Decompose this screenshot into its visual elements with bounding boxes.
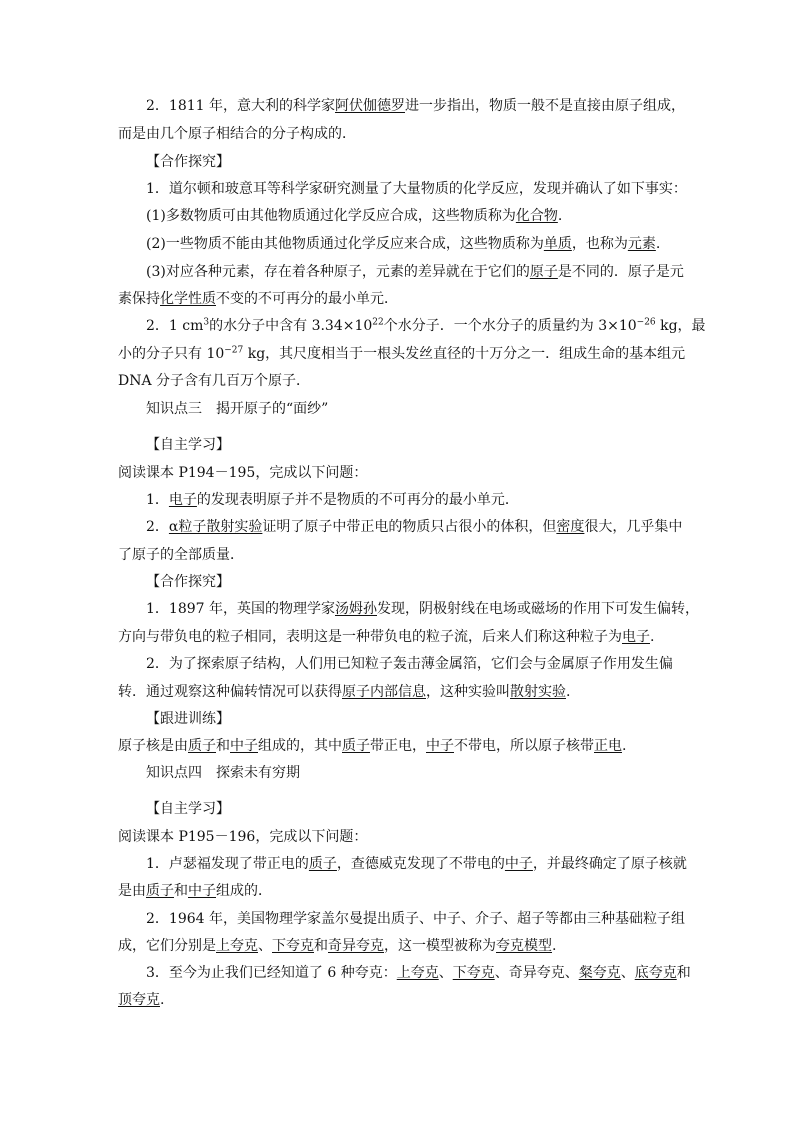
- paragraph-line: [118, 882, 678, 900]
- answer-underlined: 化合物: [515, 208, 558, 224]
- text: 和: [676, 965, 691, 981]
- text: 和: [314, 938, 328, 954]
- superscript: −27: [224, 345, 244, 356]
- text: ，这一模型被称为: [384, 938, 496, 954]
- paragraph-line: [146, 317, 706, 335]
- text: (3)对应各种元素，存在着各种原子，元素的差异就在于它们的: [146, 264, 530, 280]
- paragraph-line: [146, 600, 706, 618]
- text: 的发现表明原子并不是物质的不可再分的最小单元．: [196, 492, 519, 508]
- text: 1．: [146, 492, 169, 508]
- paragraph-line: [146, 207, 706, 225]
- text: 2．1811 年，意大利的科学家: [146, 98, 335, 114]
- answer-underlined: 质子: [146, 883, 174, 899]
- paragraph-line: 阅读课本 P194－195，完成以下问题：: [118, 465, 368, 481]
- paragraph-line: DNA 分子含有几百万个原子．: [118, 373, 311, 389]
- text: 个水分子．一个水分子的质量约为 3×10: [383, 318, 637, 334]
- text: 小的分子只有 10: [118, 346, 225, 362]
- text: ，查德威克发现了不带电的: [336, 856, 505, 872]
- paragraph-line: [118, 345, 686, 363]
- section-header: 【自主学习】: [146, 801, 230, 817]
- answer-underlined: 密度: [556, 519, 585, 535]
- paragraph-line: [118, 991, 678, 1009]
- text: 进一步指出，物质一般不是直接由原子组成，: [405, 98, 685, 114]
- answer-underlined: 夸克模型: [496, 938, 552, 954]
- text: 证明了原子中带正电的物质只占很小的体积，但: [262, 519, 557, 535]
- text: 、: [620, 965, 635, 981]
- text: 2．: [146, 519, 169, 535]
- section-title: 知识点四 探索未有穷期: [146, 765, 300, 781]
- text: 是不同的．原子是元: [557, 264, 684, 280]
- answer-underlined: 上夸克: [396, 965, 439, 981]
- section-header: 【合作探究】: [146, 154, 230, 170]
- text: 成，它们分别是: [118, 938, 216, 954]
- answer-underlined: 中子: [188, 883, 216, 899]
- paragraph-line: [118, 737, 678, 755]
- text: 不变的不可再分的最小单元．: [216, 291, 398, 307]
- answer-underlined: 中子: [426, 738, 454, 754]
- answer-underlined: 汤姆孙: [335, 601, 377, 617]
- text: 很大，几乎集中: [584, 519, 683, 535]
- paragraph-line: [146, 263, 706, 281]
- text: .: [160, 992, 165, 1008]
- paragraph-line: [146, 964, 706, 982]
- answer-underlined: 顶夸克: [118, 992, 160, 1008]
- paragraph-line: [118, 290, 678, 308]
- answer-underlined: 中子: [230, 738, 258, 754]
- text: 、: [438, 965, 453, 981]
- text: ，也称为: [571, 236, 628, 252]
- text: 转．通过观察这种偏转情况可以获得: [118, 684, 342, 700]
- superscript: 3: [203, 317, 210, 328]
- answer-underlined: 阿伏伽德罗: [335, 98, 405, 114]
- answer-underlined: 质子: [308, 856, 337, 872]
- paragraph-line: [118, 628, 678, 646]
- text: 原子核是由: [118, 738, 188, 754]
- text: kg，其尺度相当于一根头发丝直径的十万分之一．组成生命的基本组元: [243, 346, 686, 362]
- text: 是由: [118, 883, 146, 899]
- text: .: [557, 208, 563, 224]
- section-header: 【合作探究】: [146, 574, 230, 590]
- text: (1)多数物质可由其他物质通过化学反应合成，这些物质称为: [146, 208, 516, 224]
- text: .: [655, 236, 661, 252]
- answer-underlined: 粲夸克: [578, 965, 621, 981]
- text: 组成的，其中: [258, 738, 342, 754]
- answer-underlined: 电子: [168, 492, 197, 508]
- paragraph-line: [118, 937, 678, 955]
- answer-underlined: 质子: [188, 738, 216, 754]
- paragraph-line: [146, 235, 706, 253]
- answer-underlined: 正电: [594, 738, 622, 754]
- paragraph-line: [146, 491, 706, 509]
- text: (2)一些物质不能由其他物质通过化学反应来合成，这些物质称为: [146, 236, 544, 252]
- text: 和: [174, 883, 188, 899]
- paragraph-line: [118, 683, 678, 701]
- text: 不带电，所以原子核带: [454, 738, 594, 754]
- paragraph-line: [146, 97, 706, 115]
- text: 2．1 cm: [146, 318, 204, 334]
- answer-underlined: 下夸克: [272, 938, 314, 954]
- answer-underlined: 单质: [543, 236, 572, 252]
- answer-underlined: 奇异夸克: [328, 938, 384, 954]
- answer-underlined: 底夸克: [634, 965, 677, 981]
- paragraph-line: 2．1964 年，美国物理学家盖尔曼提出质子、中子、介子、超子等都由三种基础粒子组: [146, 911, 685, 927]
- paragraph-line: 阅读课本 P195－196，完成以下问题：: [118, 829, 368, 845]
- paragraph-line: [146, 518, 706, 536]
- answer-underlined: 中子: [504, 856, 533, 872]
- text: 1．卢瑟福发现了带正电的: [146, 856, 309, 872]
- text: ，并最终确定了原子核就: [532, 856, 687, 872]
- answer-underlined: 电子: [622, 629, 650, 645]
- text: 1．1897 年，英国的物理学家: [146, 601, 335, 617]
- paragraph-line: 了原子的全部质量．: [118, 547, 244, 563]
- answer-underlined: 原子: [529, 264, 558, 280]
- section-header: 【跟进训练】: [146, 711, 230, 727]
- text: 发现，阴极射线在电场或磁场的作用下可发生偏转，: [377, 601, 699, 617]
- text: 、奇异夸克、: [494, 965, 579, 981]
- answer-underlined: 下夸克: [452, 965, 495, 981]
- answer-underlined: 质子: [342, 738, 370, 754]
- paragraph-line: 1．道尔顿和玻意耳等科学家研究测量了大量物质的化学反应，发现并确认了如下事实：: [146, 181, 687, 197]
- answer-underlined: 原子内部信息: [342, 684, 426, 700]
- text: .: [552, 938, 557, 954]
- superscript: 22: [372, 317, 384, 328]
- text: .: [650, 629, 655, 645]
- answer-underlined: 元素: [627, 236, 656, 252]
- text: 方向与带负电的粒子相同，表明这是一种带负电的粒子流，后来人们称这种粒子为: [118, 629, 622, 645]
- text: 、: [258, 938, 272, 954]
- text: ，这种实验叫: [426, 684, 510, 700]
- text: kg，最: [655, 318, 706, 334]
- text: 组成的．: [216, 883, 272, 899]
- text: 素保持: [118, 291, 160, 307]
- text: 的水分子中含有 3.34×10: [209, 318, 373, 334]
- answer-underlined: α粒子散射实验: [168, 519, 263, 535]
- answer-underlined: 上夸克: [216, 938, 258, 954]
- text: 3．至今为止我们已经知道了 6 种夸克：: [146, 965, 397, 981]
- answer-underlined: 化学性质: [160, 291, 216, 307]
- text: 和: [216, 738, 230, 754]
- paragraph-line: 2．为了探索原子结构，人们用已知粒子轰击薄金属箔，它们会与金属原子作用发生偏: [146, 656, 673, 672]
- text: .: [622, 738, 627, 754]
- superscript: −26: [636, 317, 656, 328]
- section-header: 【自主学习】: [146, 437, 230, 453]
- paragraph-line: 而是由几个原子相结合的分子构成的．: [118, 126, 356, 142]
- section-title: 知识点三 揭开原子的“面纱”: [146, 401, 329, 417]
- paragraph-line: [146, 855, 706, 873]
- text: 带正电，: [370, 738, 426, 754]
- text: .: [566, 684, 571, 700]
- answer-underlined: 散射实验: [510, 684, 566, 700]
